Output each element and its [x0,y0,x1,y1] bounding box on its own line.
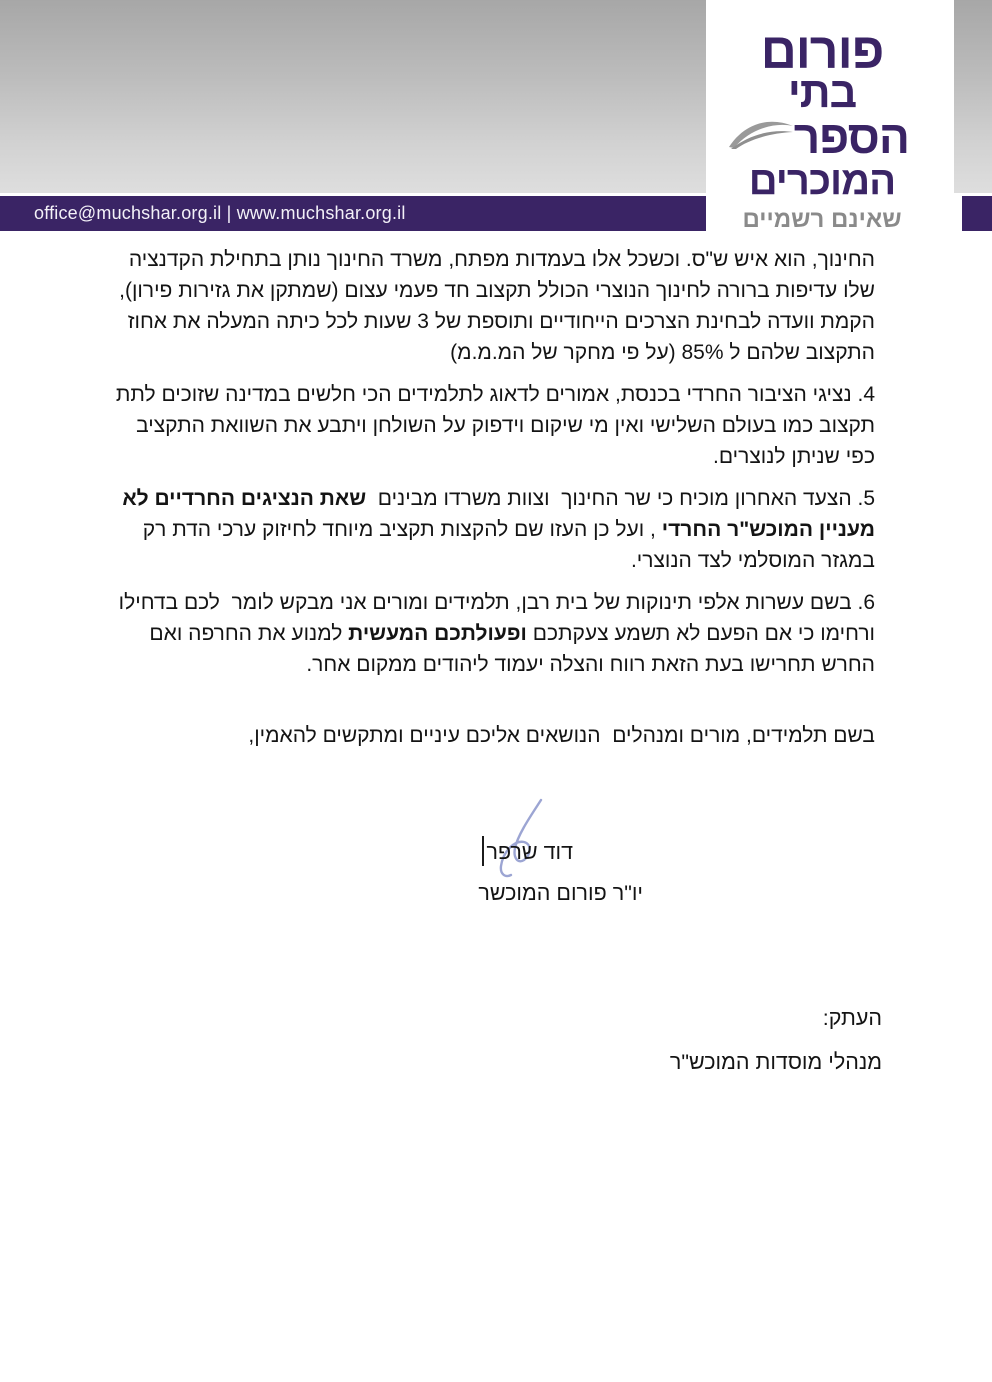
signatory-name: דוד שרפר [486,840,573,864]
logo-word-1: פורום [760,23,884,79]
logo-tagline: שאינם רשמיים [742,206,902,233]
contact-bar [0,196,706,231]
paragraph-intro: החינוך, הוא איש ש"ס. וכשכל אלו בעמדות מפתח, משרד החינוך נותן בתחילת הקדנציה שלו עדיפות ברורה לחינוך הנוצרי הכולל תקצוב חד פעמי עצום (שמתקן את גזירות פירון), הקמת וועדה לבחינת הצרכים הייחודיים ותוספת של 3 שעות לכל כיתה המעלה את אחוז התקצוב שלהם ל 85% (על פי מחקר של המ.מ.מ) [119,248,875,364]
header-gray-strip-right [954,0,992,193]
copy-label: העתק: [822,1006,882,1030]
logo-word-3-row [735,111,909,163]
item5-text: 5. הצעד האחרון מוכיח כי שר החינוך וצוות משרדו מבינים [366,487,875,510]
copy-recipients: מנהלי מוסדות המוכש"ר [669,1050,882,1074]
contact-bar-accent-square [962,196,992,231]
letter-body [103,244,875,762]
header-gray-banner [0,0,706,193]
signature-name-line [482,836,573,866]
item6-text: 6. בשם עשרות אלפי תינוקות של בית רבן, תלמידים ומורים אני מבקש לומר לכם בדחילו ורחימו כי אם הפעם לא תשמע צעקתכם [118,591,875,645]
signatory-title: יו"ר פורום המוכשר [478,881,643,905]
paragraph-item-6 [103,587,875,680]
paragraph-item-5 [103,483,875,576]
contact-text: office@muchshar.org.il | www.muchshar.org.il [34,203,406,223]
item6-text-end: למנוע את החרפה ואם החרש תחרישו בעת הזאת רווח והצלה יעמוד ליהודים ממקום אחר. [149,622,875,676]
logo-word-4: המוכרים [748,159,896,203]
organization-logo [735,23,909,234]
closing-line: בשם תלמידים, מורים ומנהלים הנושאים אליכם עיניים ומתקשים להאמין, [248,724,875,747]
item6-bold-text: ופעולתכם המעשית [348,622,527,645]
item5-bold-text: שאת הנציגים החרדיים לא מעניין המוכש"ר החרדי [122,487,875,541]
text-cursor [482,836,484,866]
item5-text-end: , ועל כן העזו שם להקצות תקציב מיוחד לחיזוק ערכי הדת רק במגזר המוסלמי לצד הנוצרי. [142,518,875,572]
paragraph-item-4: 4. נציגי הציבור החרדי בכנסת, אמורים לדאוג לתלמידים הכי חלשים במדינה שזוכים לתת תקצוב כמו בעולם השלישי ואין מי שיקום וידפוק על השולחן ויתבע את השוואת התקציב כפי שניתן לנוצרים. [115,383,875,468]
swoosh-wave-icon [728,112,794,156]
logo-word-2: בתי [787,69,857,117]
logo-word-3: הספר [793,111,909,163]
